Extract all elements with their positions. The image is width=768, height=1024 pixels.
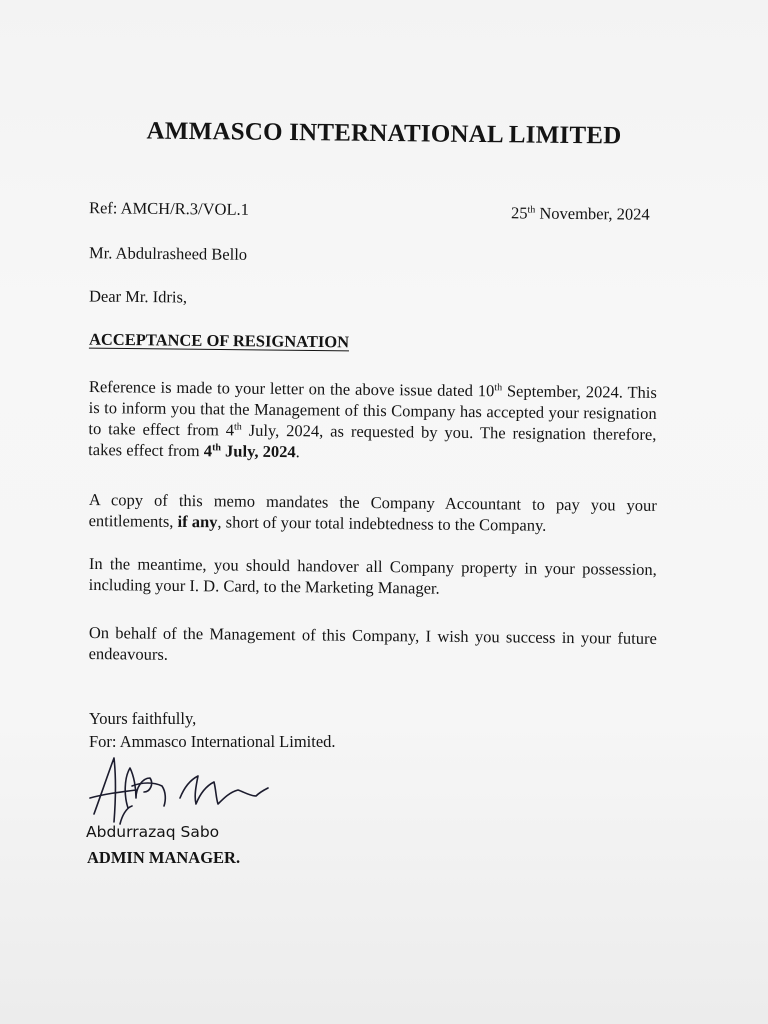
signatory-name: Abdurrazaq Sabo [86,823,220,841]
signatory-title: ADMIN MANAGER. [87,848,241,867]
date-day: 25 [510,203,528,223]
paragraph-handover: In the meantime, you should handover all Company property in your possession, including your I. D. Card, to the Marketing Manager. [88,553,657,598]
company-sign-off: For: Ammasco International Limited. [89,732,336,751]
paragraph-acceptance: Reference is made to your letter on the above issue dated 10th September, 2024. This is to inform you that the Management of this Company has accepted your resignation to take effect from 4th July, 2024, as requested by you. The resignation therefore, takes effect from 4th July, 2024. [88,376,657,462]
reference-number: Ref: AMCH/R.3/VOL.1 [88,198,250,219]
company-name-heading: AMMASCO INTERNATIONAL LIMITED [146,117,622,150]
handwritten-signature [80,752,280,832]
date-suffix: th [527,204,536,216]
letter-date [511,202,650,225]
subject-line: ACCEPTANCE OF RESIGNATION [88,329,350,352]
paragraph-entitlements: A copy of this memo mandates the Company Accountant to pay you your entitlements, if any, short of your total indebtedness to the Company. [88,489,657,535]
date-rest: November, 2024 [535,203,650,224]
closing-line: Yours faithfully, [89,709,197,728]
effective-date: 4th July, 2024 [203,441,296,462]
recipient-name: Mr. Abdulrasheed Bello [88,243,248,264]
salutation: Dear Mr. Idris, [88,286,188,307]
paragraph-well-wishes: On behalf of the Management of this Company, I wish you success in your future endeavours. [88,622,657,664]
